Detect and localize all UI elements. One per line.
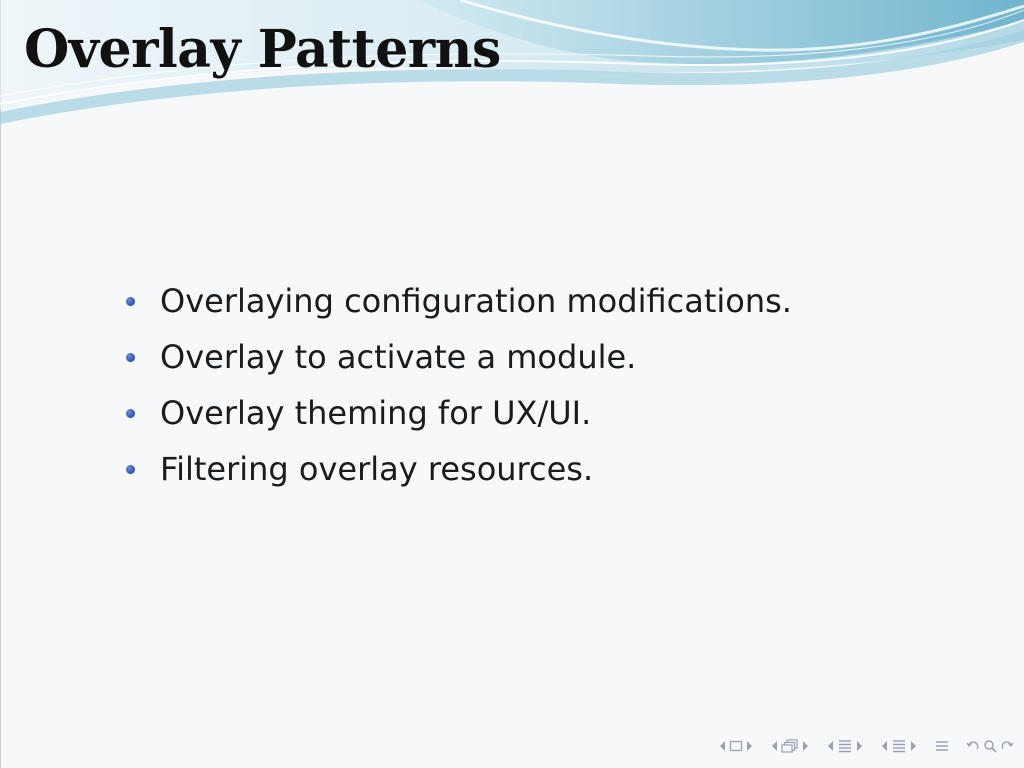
bullet-list bbox=[120, 282, 792, 506]
subsection-icon[interactable] bbox=[781, 739, 799, 753]
prev-section-icon[interactable] bbox=[826, 740, 834, 752]
bullet-text: Overlay to activate a module. bbox=[160, 338, 637, 376]
prev-frame-icon[interactable] bbox=[718, 740, 726, 752]
frame-icon[interactable] bbox=[729, 740, 743, 752]
prev-subsection-icon[interactable] bbox=[770, 740, 778, 752]
bullet-icon bbox=[126, 297, 135, 306]
bullet-text: Filtering overlay resources. bbox=[160, 450, 594, 488]
section-icon[interactable] bbox=[837, 739, 853, 753]
next-subsection-icon[interactable] bbox=[802, 740, 810, 752]
bullet-icon bbox=[126, 409, 135, 418]
bullet-item bbox=[120, 394, 792, 450]
bullet-icon bbox=[126, 353, 135, 362]
bullet-text: Overlaying configuration modifications. bbox=[160, 282, 792, 320]
forward-icon[interactable] bbox=[1000, 739, 1014, 753]
back-icon[interactable] bbox=[966, 739, 980, 753]
search-icon[interactable] bbox=[983, 739, 997, 753]
next-section-icon[interactable] bbox=[856, 740, 864, 752]
next-frame-icon[interactable] bbox=[746, 740, 754, 752]
next-toc-icon[interactable] bbox=[910, 740, 918, 752]
slide-title: Overlay Patterns bbox=[24, 19, 501, 80]
bullet-item bbox=[120, 450, 792, 506]
bullet-item bbox=[120, 338, 792, 394]
navigation-bar bbox=[718, 736, 1014, 756]
bullet-item bbox=[120, 282, 792, 338]
bullet-text: Overlay theming for UX/UI. bbox=[160, 394, 592, 432]
prev-toc-icon[interactable] bbox=[880, 740, 888, 752]
bullet-icon bbox=[126, 465, 135, 474]
align-icon[interactable] bbox=[934, 739, 950, 753]
toc-icon[interactable] bbox=[891, 739, 907, 753]
